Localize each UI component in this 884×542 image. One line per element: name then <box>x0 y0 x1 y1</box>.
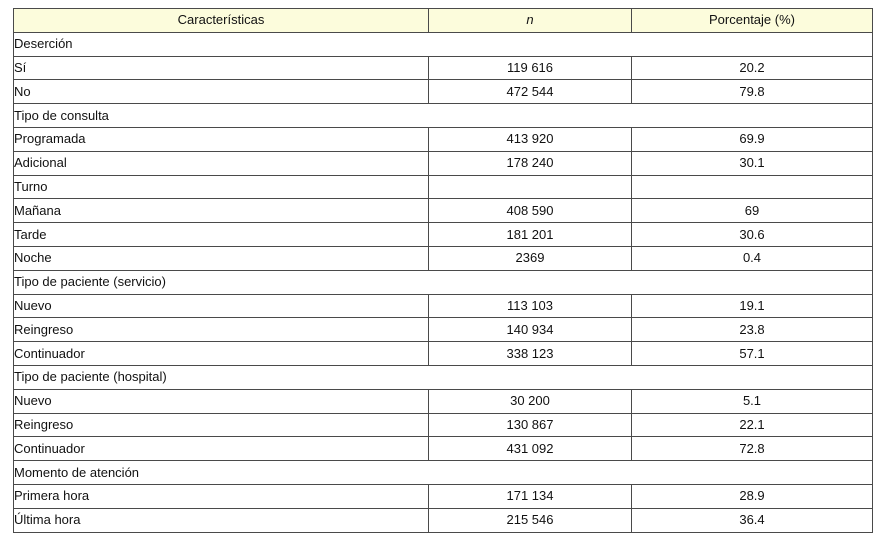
row-label: Tarde <box>14 223 429 247</box>
table-row <box>14 294 873 318</box>
row-label: Nuevo <box>14 294 429 318</box>
row-n: 472 544 <box>429 80 632 104</box>
row-n: 413 920 <box>429 127 632 151</box>
row-pct: 0.4 <box>632 246 873 270</box>
row-pct: 5.1 <box>632 389 873 413</box>
group-label: Momento de atención <box>14 461 873 485</box>
table-row <box>14 127 873 151</box>
row-pct: 69 <box>632 199 873 223</box>
row-pct: 23.8 <box>632 318 873 342</box>
row-label: Nuevo <box>14 389 429 413</box>
table-body <box>14 32 873 532</box>
row-n: 431 092 <box>429 437 632 461</box>
table-row <box>14 80 873 104</box>
group-row-tipo-de-consulta <box>14 104 873 128</box>
row-pct: 69.9 <box>632 127 873 151</box>
group-label: Turno <box>14 175 429 199</box>
header-row <box>14 9 873 33</box>
table-row <box>14 389 873 413</box>
row-pct: 79.8 <box>632 80 873 104</box>
row-label: Adicional <box>14 151 429 175</box>
header-characteristics: Características <box>14 9 429 33</box>
table-row <box>14 318 873 342</box>
row-pct: 30.1 <box>632 151 873 175</box>
header-n: n <box>429 9 632 33</box>
row-n: 130 867 <box>429 413 632 437</box>
row-n: 30 200 <box>429 389 632 413</box>
row-label: Sí <box>14 56 429 80</box>
table-row <box>14 246 873 270</box>
row-n: 113 103 <box>429 294 632 318</box>
table-row <box>14 508 873 532</box>
row-n: 408 590 <box>429 199 632 223</box>
table-row <box>14 199 873 223</box>
row-label: Continuador <box>14 437 429 461</box>
row-pct: 28.9 <box>632 484 873 508</box>
group-row-momento-de-atencion <box>14 461 873 485</box>
table-row <box>14 223 873 247</box>
row-n: 178 240 <box>429 151 632 175</box>
row-pct: 30.6 <box>632 223 873 247</box>
group-label: Tipo de consulta <box>14 104 873 128</box>
row-n: 215 546 <box>429 508 632 532</box>
group-row-tipo-de-paciente-hospital <box>14 365 873 389</box>
group-row-desercion <box>14 32 873 56</box>
row-n: 119 616 <box>429 56 632 80</box>
row-label: Noche <box>14 246 429 270</box>
table-header <box>14 9 873 33</box>
group-label: Tipo de paciente (hospital) <box>14 365 873 389</box>
row-label: Mañana <box>14 199 429 223</box>
table-row <box>14 56 873 80</box>
row-label: Última hora <box>14 508 429 532</box>
row-label: Reingreso <box>14 318 429 342</box>
row-n: 171 134 <box>429 484 632 508</box>
row-pct: 20.2 <box>632 56 873 80</box>
row-pct: 22.1 <box>632 413 873 437</box>
row-pct: 19.1 <box>632 294 873 318</box>
table-row <box>14 437 873 461</box>
row-label: Programada <box>14 127 429 151</box>
empty-cell <box>429 175 632 199</box>
row-n: 181 201 <box>429 223 632 247</box>
row-pct: 36.4 <box>632 508 873 532</box>
table-row <box>14 484 873 508</box>
row-label: No <box>14 80 429 104</box>
row-label: Reingreso <box>14 413 429 437</box>
group-row-turno <box>14 175 873 199</box>
table-row <box>14 342 873 366</box>
empty-cell <box>632 175 873 199</box>
characteristics-table <box>13 8 873 533</box>
row-pct: 72.8 <box>632 437 873 461</box>
group-label: Tipo de paciente (servicio) <box>14 270 873 294</box>
table-row <box>14 413 873 437</box>
group-row-tipo-de-paciente-servicio <box>14 270 873 294</box>
group-label: Deserción <box>14 32 873 56</box>
row-n: 140 934 <box>429 318 632 342</box>
row-pct: 57.1 <box>632 342 873 366</box>
row-label: Continuador <box>14 342 429 366</box>
row-n: 338 123 <box>429 342 632 366</box>
table-row <box>14 151 873 175</box>
row-label: Primera hora <box>14 484 429 508</box>
row-n: 2369 <box>429 246 632 270</box>
header-percentage: Porcentaje (%) <box>632 9 873 33</box>
